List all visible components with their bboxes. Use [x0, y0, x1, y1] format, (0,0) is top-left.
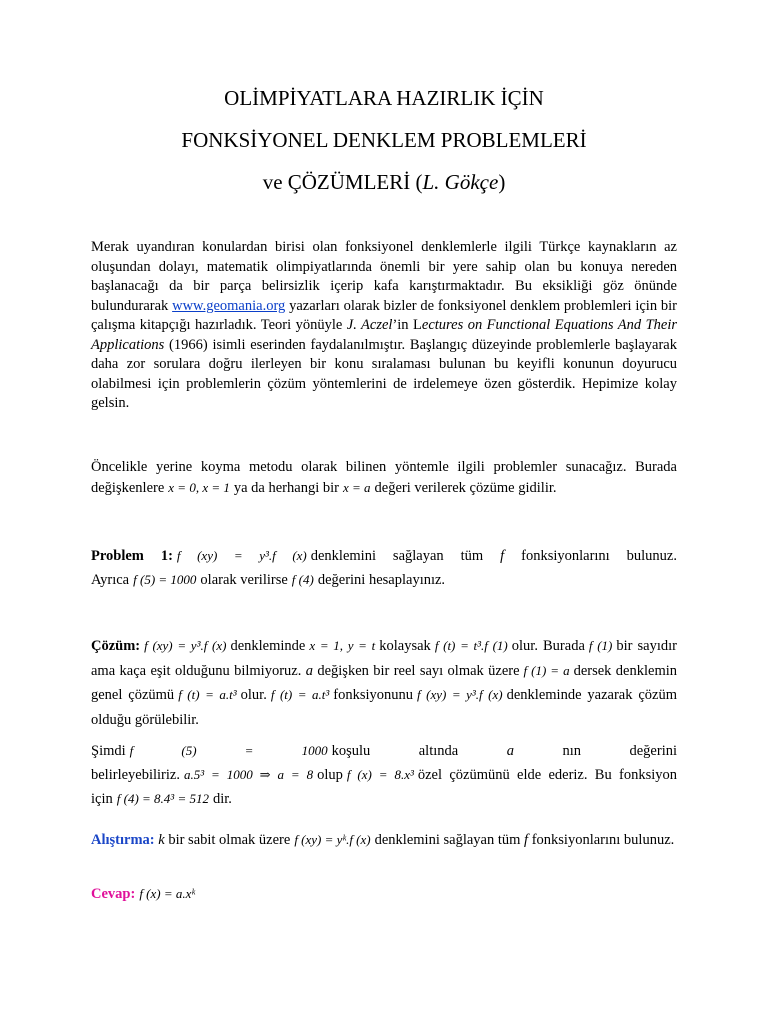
exercise-equation: f (xy) = yᵏ.f (x) — [294, 832, 371, 847]
intro-text-1: Merak uyandıran konulardan birisi olan fonksiyonel denklemlerle ilgili Türkçe kaynakların az oluşundan dolayı, matematik olimpiyatlarında önemli bir yere sahip olan bu konuya nereden başlanacağı da bir parça belirsizlik içerip kafa karıştırmaktadır. Bu eksikliği göz önünde bulundurarak — [91, 239, 677, 314]
simdi-text-5: özel çözümünü elde ederiz. Bu fonksiyon için — [91, 767, 678, 807]
solution-text-2: kolaysak — [379, 638, 431, 654]
answer-paragraph — [91, 884, 677, 905]
title-line-3-prefix: ve ÇÖZÜMLERİ ( — [262, 170, 423, 194]
title-line-2: FONKSİYONEL DENKLEM PROBLEMLERİ — [181, 128, 587, 152]
simdi-equation-2: a.5³ = 1000 ⇒ a = 8 — [183, 767, 314, 782]
solution-equation-5: f (1) = a — [523, 662, 570, 678]
exercise-k: k — [158, 832, 165, 848]
solution-equation-3: f (t) = t³.f (1) — [434, 638, 508, 653]
simdi-a: a — [506, 743, 514, 759]
simdi-equation-1: f (5) = 1000 — [129, 743, 328, 758]
simdi-paragraph — [91, 739, 677, 811]
solution-equation-7: f (t) = a.t³ — [270, 687, 330, 702]
simdi-equation-4: f (4) = 8.4³ = 512 — [116, 791, 209, 806]
exercise-label: Alıştırma: — [91, 832, 155, 848]
solution-paragraph — [91, 634, 677, 732]
solution-equation-2: x = 1, y = t — [309, 638, 376, 653]
exercise-text-1: bir sabit olmak üzere — [168, 832, 291, 848]
exercise-f: f — [524, 832, 529, 848]
problem-1-condition: f (5) = 1000 — [133, 572, 197, 587]
solution-text-5: değişken bir reel sayı olmak üzere — [317, 662, 520, 679]
solution-text-9: denkleminde yazarak çözüm olduğu görülebilir. — [91, 687, 677, 728]
solution-label: Çözüm: — [91, 638, 141, 654]
intro-paragraph — [91, 238, 677, 414]
solution-text-1: denkleminde — [230, 638, 306, 654]
intro-text-3: ’in L — [392, 317, 422, 333]
solution-text-8: fonksiyonunu — [333, 687, 414, 703]
intro-author: J. Aczel — [346, 317, 393, 333]
method-text-2: ya da herhangi bir — [233, 479, 339, 496]
problem-1-text-4: değerini hesaplayınız. — [317, 572, 446, 588]
answer-equation: f (x) = a.xᵏ — [139, 886, 196, 901]
method-equation-1: x = 0, x = 1 — [168, 479, 230, 495]
title-line-3 — [0, 170, 768, 194]
title-line-3-suffix: ) — [498, 170, 506, 194]
solution-text-4: bir sayıdır ama kaça eşit olduğunu bilmiyoruz. — [91, 638, 677, 679]
simdi-text-2: koşulu altında — [331, 743, 459, 759]
intro-text-4: (1966) isimli eserinden faydalanılmıştır. Başlangıç düzeyinde problemlerle başlayarak daha zor sorulara doğru ilerleyen bir konu sıralaması bulunan bu keyifli konunun doyurucu olabilmesi için problemlerin çözüm yöntemlerini de irdelemeye özen gösterdik. Hepimize kolay gelsin. — [91, 336, 677, 411]
simdi-text-1: Şimdi — [91, 743, 126, 759]
simdi-text-6: dir. — [212, 791, 232, 807]
problem-1-text-1: denklemini sağlayan tüm — [310, 548, 484, 564]
answer-label: Cevap: — [91, 886, 136, 902]
solution-text-3: olur. Burada — [511, 638, 585, 654]
method-paragraph — [91, 458, 677, 498]
problem-1-text-2: fonksiyonlarını bulunuz. Ayrıca — [91, 548, 677, 588]
problem-1-equation: f (xy) = y³.f (x) — [176, 548, 307, 563]
problem-1-target: f (4) — [291, 572, 314, 587]
solution-equation-1: f (xy) = y³.f (x) — [144, 638, 227, 653]
method-equation-2: x = a — [342, 479, 371, 495]
title-line-1: OLİMPİYATLARA HAZIRLIK İÇİN — [224, 86, 544, 110]
solution-equation-6: f (t) = a.t³ — [178, 687, 237, 702]
solution-text-6: dersek denklemin genel çözümü — [91, 662, 677, 703]
simdi-text-3: nın değerini belirleyebiliriz. — [91, 743, 678, 783]
method-text-1: Öncelikle yerine koyma metodu olarak bilinen yöntemle ilgili problemler sunacağız. Burada değişkenlere — [91, 459, 677, 496]
exercise-paragraph — [91, 828, 677, 852]
problem-1 — [91, 544, 677, 592]
simdi-equation-3: f (x) = 8.x³ — [346, 767, 414, 782]
problem-1-label: Problem 1: — [91, 548, 173, 564]
solution-equation-4: f (1) — [588, 638, 613, 653]
exercise-text-2: denklemini sağlayan tüm — [374, 832, 521, 848]
solution-text-7: olur. — [240, 687, 267, 703]
problem-1-f: f — [500, 548, 505, 564]
simdi-text-4: olup — [317, 767, 343, 783]
title-author: L. Gökçe — [422, 170, 499, 194]
intro-text-2: yazarları olarak bizler de fonksiyonel denklem problemleri için bir çalışma kitapçığı hazırladık. Teori yönüyle — [91, 297, 677, 333]
exercise-text-3: fonksiyonlarını bulunuz. — [531, 832, 675, 848]
problem-1-text-3: olarak verilirse — [200, 572, 288, 588]
geomania-link[interactable]: www.geomania.org — [172, 297, 286, 314]
intro-book-title: ectures on Functional Equations And Their Applications — [91, 317, 677, 353]
solution-equation-8: f (xy) = y³.f (x) — [417, 687, 503, 702]
method-text-3: değeri verilerek çözüme gidilir. — [374, 479, 557, 496]
solution-a: a — [305, 662, 313, 679]
